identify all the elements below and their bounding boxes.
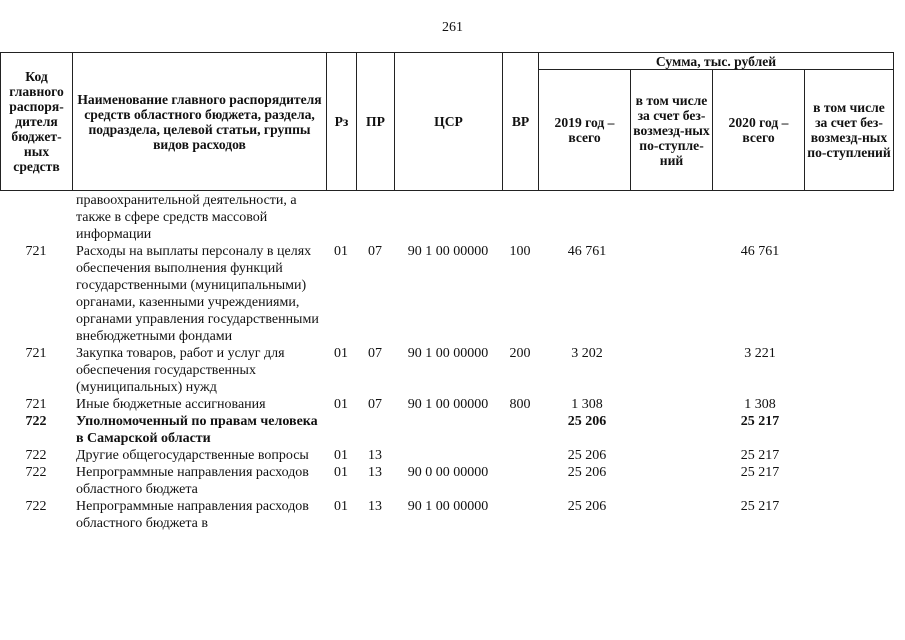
header-2020: 2020 год – всего [713, 70, 805, 191]
cell-empty [804, 498, 893, 532]
table-row [0, 396, 893, 413]
cell-code: 721 [25, 244, 47, 259]
cell-code: 721 [25, 346, 47, 361]
cell-y2019: 3 202 [571, 346, 603, 361]
cell-y2020: 25 217 [740, 499, 780, 514]
cell-name: Другие общегосударственные вопросы [76, 448, 309, 463]
cell-y2019: 25 206 [567, 448, 607, 463]
table-row [0, 498, 893, 532]
cell-pr: 13 [368, 465, 382, 480]
cell-y2019: 46 761 [567, 244, 607, 259]
cell-empty [630, 192, 712, 243]
cell-name: Непрограммные направления расходов областного бюджета в [76, 499, 309, 531]
cell-code [0, 192, 72, 243]
cell-y2019 [538, 192, 630, 243]
cell-y2020: 1 308 [744, 397, 776, 412]
cell-empty [630, 413, 712, 447]
cell-empty [630, 447, 712, 464]
table-row [0, 345, 893, 396]
cell-csr [394, 192, 502, 243]
table-row [0, 413, 893, 447]
cell-empty [804, 413, 893, 447]
cell-csr: 90 0 00 00000 [407, 465, 489, 480]
cell-vr [502, 498, 538, 532]
table-row [0, 243, 893, 345]
cell-vr [502, 192, 538, 243]
cell-rz [326, 192, 356, 243]
cell-pr [356, 413, 394, 447]
cell-empty [804, 396, 893, 413]
cell-vr [502, 447, 538, 464]
cell-vr [502, 464, 538, 498]
cell-rz: 01 [334, 465, 348, 480]
cell-pr [356, 192, 394, 243]
cell-code: 722 [25, 465, 47, 480]
cell-name: правоохранительной деятельности, а также в сфере средств массовой информации [76, 193, 297, 242]
header-2019-free: в том числе за счет без-возмезд-ных по-ступле-ний [631, 70, 713, 191]
cell-csr: 90 1 00 00000 [407, 397, 489, 412]
cell-vr: 100 [509, 244, 531, 259]
cell-y2019: 25 206 [567, 499, 607, 514]
cell-name: Расходы на выплаты персоналу в целях обеспечения выполнения функций государственными (муниципальными) органами, казенными учреждениями, органами управления государственными внебюджетными фондами [76, 244, 319, 344]
header-pr: ПР [357, 53, 395, 191]
header-vr: ВР [503, 53, 539, 191]
table-row [0, 192, 893, 243]
cell-empty [804, 464, 893, 498]
cell-empty [804, 243, 893, 345]
cell-y2020: 25 217 [740, 414, 780, 429]
cell-empty [804, 345, 893, 396]
cell-pr: 07 [368, 346, 382, 361]
cell-rz: 01 [334, 448, 348, 463]
cell-y2020: 46 761 [740, 244, 780, 259]
cell-pr: 07 [368, 244, 382, 259]
cell-csr: 90 1 00 00000 [407, 499, 489, 514]
cell-vr: 800 [509, 397, 531, 412]
cell-rz [326, 413, 356, 447]
cell-y2020: 3 221 [744, 346, 776, 361]
table-row [0, 464, 893, 498]
header-sum: Сумма, тыс. рублей [539, 53, 894, 70]
table-row [0, 447, 893, 464]
cell-pr: 13 [368, 448, 382, 463]
table-header [0, 52, 894, 191]
cell-empty [630, 345, 712, 396]
cell-y2020: 25 217 [740, 465, 780, 480]
cell-empty [630, 464, 712, 498]
cell-pr: 07 [368, 397, 382, 412]
cell-empty [804, 447, 893, 464]
cell-rz: 01 [334, 499, 348, 514]
cell-pr: 13 [368, 499, 382, 514]
cell-name: Непрограммные направления расходов областного бюджета [76, 465, 309, 497]
cell-code: 722 [25, 448, 47, 463]
header-2020-free: в том числе за счет без-возмезд-ных по-ступлений [805, 70, 894, 191]
cell-empty [630, 396, 712, 413]
cell-y2019: 25 206 [567, 465, 607, 480]
cell-empty [630, 243, 712, 345]
cell-y2020 [712, 192, 804, 243]
budget-table [0, 192, 893, 532]
cell-csr [394, 413, 502, 447]
cell-vr: 200 [509, 346, 531, 361]
cell-rz: 01 [334, 346, 348, 361]
header-rz: Рз [327, 53, 357, 191]
header-2019: 2019 год – всего [539, 70, 631, 191]
cell-csr [394, 447, 502, 464]
cell-y2019: 25 206 [567, 414, 607, 429]
header-csr: ЦСР [395, 53, 503, 191]
cell-code: 722 [25, 414, 47, 429]
cell-rz: 01 [334, 397, 348, 412]
cell-vr [502, 413, 538, 447]
cell-y2019: 1 308 [571, 397, 603, 412]
cell-name: Уполномоченный по правам человека в Самарской области [76, 414, 318, 446]
cell-code: 722 [25, 499, 47, 514]
cell-name: Иные бюджетные ассигнования [76, 397, 266, 412]
cell-rz: 01 [334, 244, 348, 259]
header-name: Наименование главного распорядителя средств областного бюджета, раздела, подраздела, целевой статьи, группы видов расходов [73, 53, 327, 191]
cell-y2020: 25 217 [740, 448, 780, 463]
cell-csr: 90 1 00 00000 [407, 244, 489, 259]
header-code: Код главного распоря-дителя бюджет-ных средств [1, 53, 73, 191]
cell-empty [630, 498, 712, 532]
cell-empty [804, 192, 893, 243]
cell-name: Закупка товаров, работ и услуг для обеспечения государственных (муниципальных) нужд [76, 346, 285, 395]
page-number: 261 [442, 20, 463, 35]
cell-code: 721 [25, 397, 47, 412]
cell-csr: 90 1 00 00000 [407, 346, 489, 361]
